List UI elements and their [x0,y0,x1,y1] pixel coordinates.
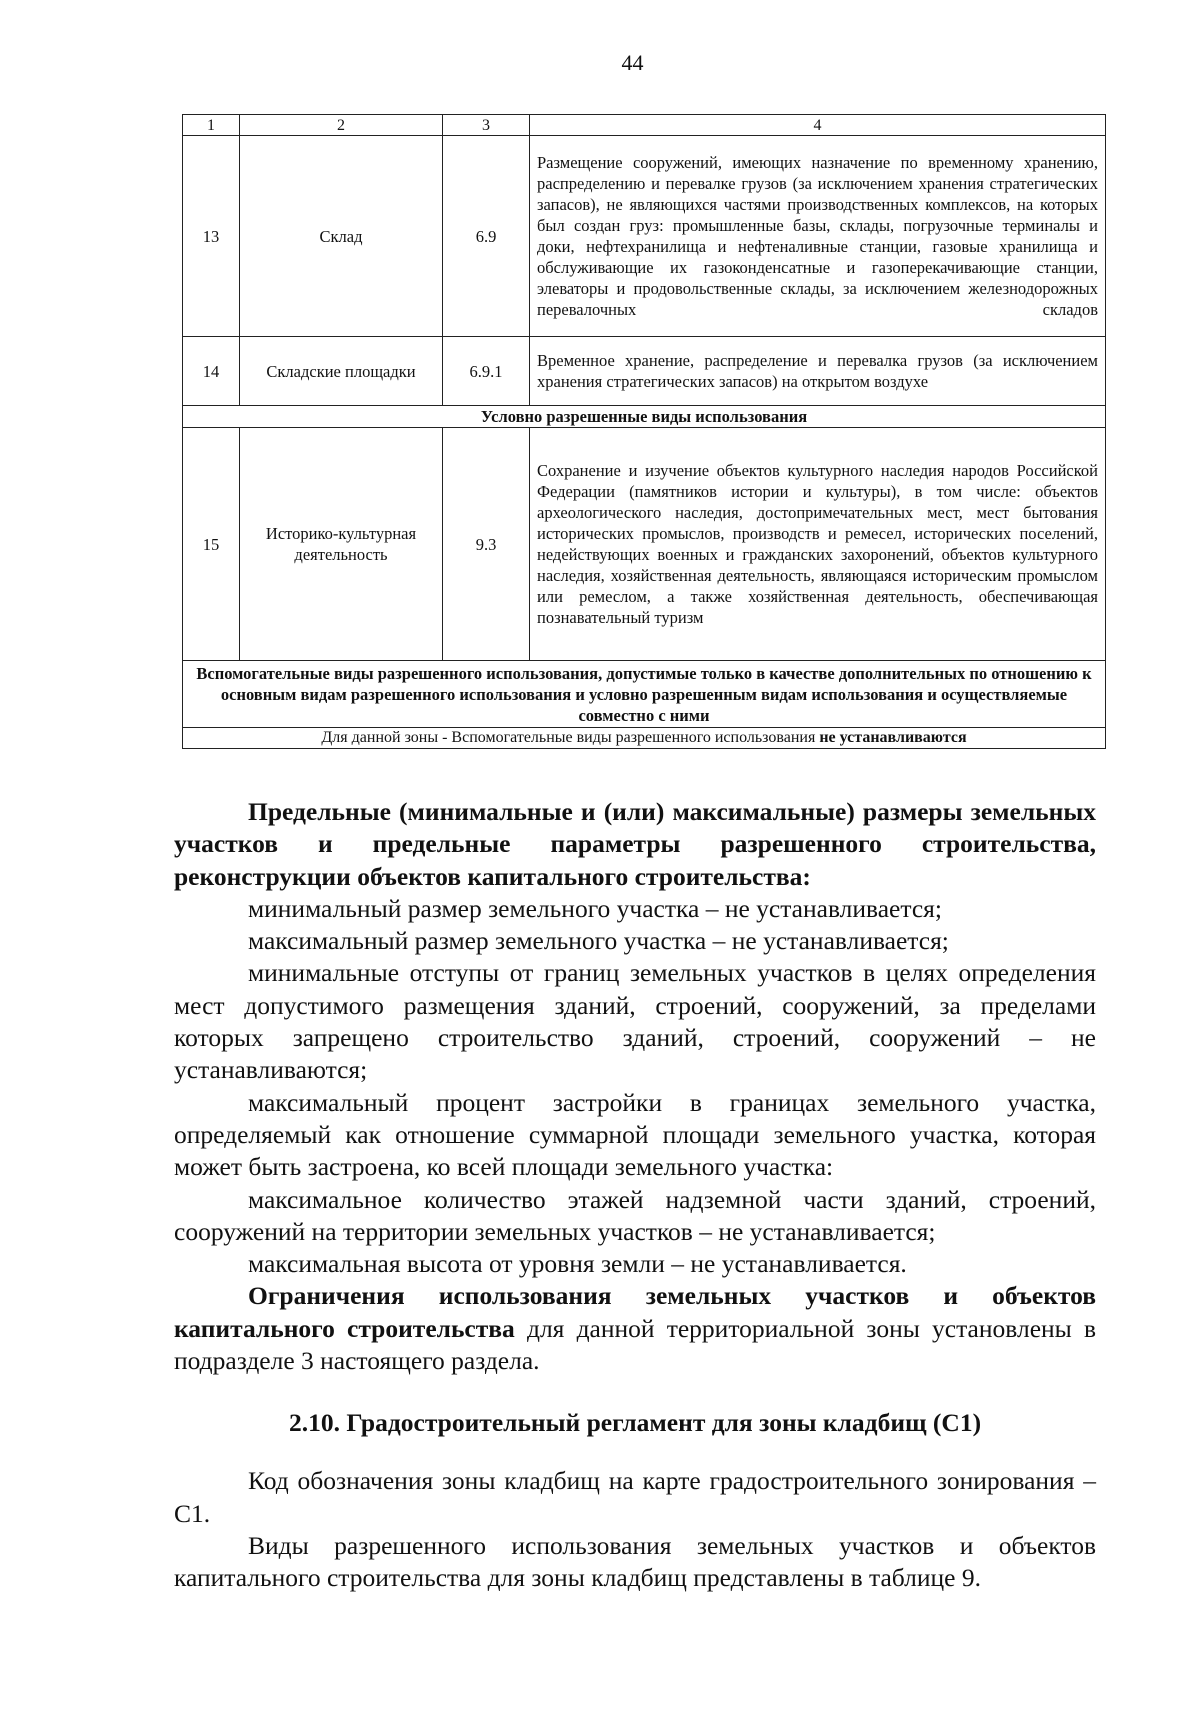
paragraph: максимальный размер земельного участка – не устанавливается; [248,926,949,956]
table-row [183,428,1106,661]
paragraph: максимальное количество этажей надземной части зданий, строений, сооружений на территории земельных участков – не устанавливается; [174,1184,1096,1246]
page-number: 44 [621,50,644,75]
paragraph: минимальный размер земельного участка – не устанавливается; [248,893,942,923]
auxiliary-note-bold: не устанавливаются [819,729,967,746]
section-conditional-heading: Условно разрешенные виды использования [183,406,1106,428]
auxiliary-note-text: Для данной зоны - Вспомогательные виды разрешенного использования [321,729,820,746]
restrictions-rest: для данной территориальной зоны установлены в подразделе 3 настоящего раздела. [174,1313,1096,1376]
use-type-name: Складские площадки [240,337,443,406]
header-cell: 1 [183,115,240,136]
row-number: 13 [183,136,240,337]
use-type-code: 9.3 [443,428,530,661]
section-title: 2.10. Градостроительный регламент для зоны кладбищ (С1) [288,1408,982,1438]
use-type-name: Склад [240,136,443,337]
auxiliary-note [183,728,1106,749]
regulation-text [174,796,1096,1595]
restrictions-bold: Ограничения использования земельных участков и объектов капитального строительства [174,1281,1096,1343]
row-number: 15 [183,428,240,661]
table-row [183,337,1106,406]
section-row [183,406,1106,428]
paragraph: минимальные отступы от границ земельных участков в целях определения мест допустимого размещения зданий, строений, сооружений, за пределами которых запрещено строительство зданий, строений, сооружений – не устанавливаются; [174,958,1096,1085]
paragraph: Код обозначения зоны кладбищ на карте градостроительного зонирования – С1. [174,1466,1096,1528]
use-type-code: 6.9 [443,136,530,337]
section-auxiliary-heading: Вспомогательные виды разрешенного использования, допустимые только в качестве дополнительных по отношению к основным видам разрешенного использования и условно разрешенным видам использования и осуществляемые совместно с ними [183,661,1106,728]
use-type-code: 6.9.1 [443,337,530,406]
paragraph: максимальный процент застройки в границах земельного участка, определяемый как отношение суммарной площади земельного участка, которая может быть застроена, ко всей площади земельного участка: [174,1087,1096,1182]
note-row [183,728,1106,749]
header-cell: 3 [443,115,530,136]
section-row [183,661,1106,728]
row-number: 14 [183,337,240,406]
use-type-description: Сохранение и изучение объектов культурного наследия народов Российской Федерации (памятников истории и культуры), в том числе: объектов археологического наследия, достопримечательных мест, мест бытования исторических промыслов, производств и ремесел, исторических поселений, недействующих военных и гражданских захоронений, объектов культурного наследия, хозяйственная деятельность, являющаяся историческим промыслом или ремеслом, а также хозяйственная деятельность, обеспечивающая познавательный туризм [530,428,1106,661]
paragraph: Виды разрешенного использования земельных участков и объектов капитального строительства для зоны кладбищ представлены в таблице 9. [174,1530,1096,1593]
limits-heading: Предельные (минимальные и (или) максимальные) размеры земельных участков и предельные параметры разрешенного строительства, реконструкции объектов капитального строительства: [174,797,1096,891]
restrictions-paragraph [174,1280,1096,1377]
use-type-name: Историко-культурная деятельность [240,428,443,661]
paragraph: максимальная высота от уровня земли – не устанавливается. [248,1249,907,1279]
land-use-table [182,114,1106,749]
use-type-description: Размещение сооружений, имеющих назначение по временному хранению, распределению и перевалке грузов (за исключением хранения стратегических запасов), не являющихся частями производственных комплексов, на которых был создан груз: промышленные базы, склады, погрузочные терминалы и доки, нефтехранилища и нефтеналивные станции, газовые хранилища и обслуживающие их газоконденсатные и газоперекачивающие станции, элеваторы и продовольственные склады, за исключением железнодорожных перевалочных складов [530,136,1106,337]
table-header-row [183,115,1106,136]
header-cell: 2 [240,115,443,136]
header-cell: 4 [530,115,1106,136]
use-type-description: Временное хранение, распределение и перевалка грузов (за исключением хранения стратегических запасов) на открытом воздухе [530,337,1106,406]
table-row [183,136,1106,337]
